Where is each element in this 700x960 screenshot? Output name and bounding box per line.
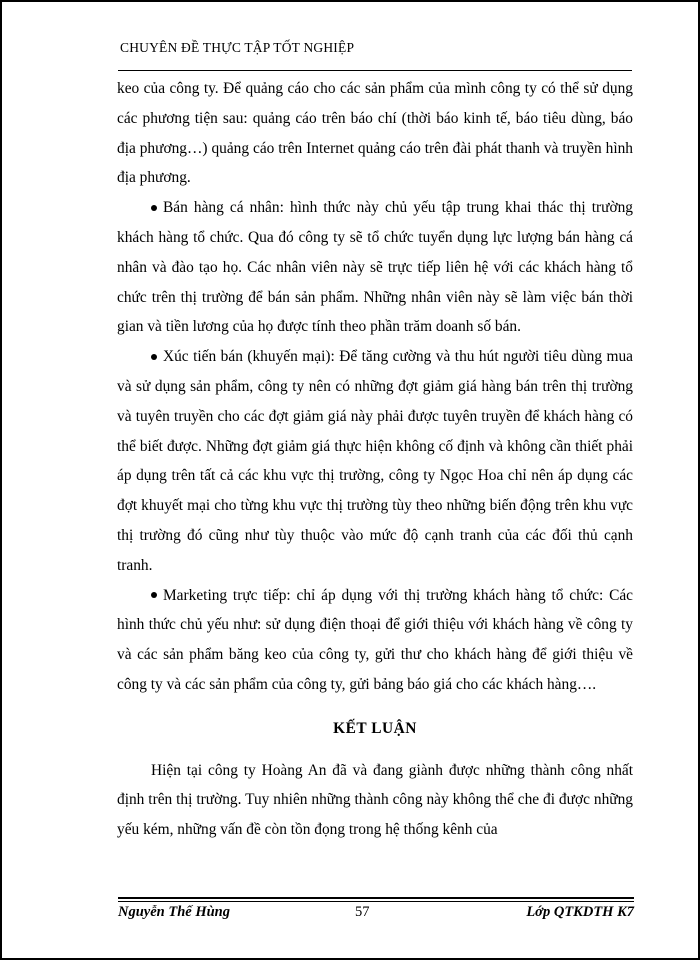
header-rule (118, 70, 632, 71)
page-number: 57 (355, 904, 370, 920)
bullet-icon (151, 205, 157, 211)
footer-rule-thin (118, 901, 634, 902)
paragraph-direct-marketing-text: Marketing trực tiếp: chỉ áp dụng với thị trường khách hàng tổ chức: Các hình thức chủ yếu như: sử dụng điện thoại để giới thiệu với khách hàng về công ty và các sản phẩm băng keo của công ty, gửi thư cho khách hàng để giới thiệu về công ty và các sản phẩm của công ty, gửi bảng báo giá cho các khách hàng…. (117, 586, 633, 693)
footer-class: Lớp QTKDTH K7 (526, 904, 634, 920)
conclusion-heading: KẾT LUẬN (333, 719, 417, 737)
header-title: CHUYÊN ĐỀ THỰC TẬP TỐT NGHIỆP (120, 40, 355, 55)
bullet-icon (151, 354, 157, 360)
document-body (117, 74, 633, 845)
paragraph-conclusion: Hiện tại công ty Hoàng An đã và đang giành được những thành công nhất định trên thị trường. Tuy nhiên những thành công này không thể che đi được những yếu kém, những vấn đề còn tồn đọng trong hệ thống kênh của (117, 761, 633, 839)
paragraph-sales-promotion (117, 342, 633, 580)
paragraph-sales-promotion-text: Xúc tiến bán (khuyến mại): Để tăng cường và thu hút người tiêu dùng mua và sử dụng sản phẩm, công ty nên có những đợt giảm giá hàng bán trên thị trường và tuyên truyền cho các đợt giảm giá này phải được tuyên truyền để khách hàng có thể biết được. Những đợt giảm giá thực hiện không cố định và không cần thiết phải áp dụng trên tất cả các khu vực thị trường, công ty Ngọc Hoa chỉ nên áp dụng các đợt khuyết mại cho từng khu vực thị trường tùy theo những biến động trên khu vực thị trường đó cũng như tùy thuộc vào mức độ cạnh tranh của các đối thủ cạnh tranh. (117, 348, 633, 574)
footer-rule-thick (118, 897, 634, 899)
paragraph-personal-selling-text: Bán hàng cá nhân: hình thức này chủ yếu tập trung khai thác thị trường khách hàng tổ chức. Qua đó công ty sẽ tổ chức tuyển dụng lực lượng bán hàng cá nhân và đào tạo họ. Các nhân viên này sẽ trực tiếp liên hệ với các khách hàng tổ chức trên thị trường để bán sản phẩm. Những nhân viên này sẽ làm việc bán thời gian và tiền lương của họ được tính theo phần trăm doanh số bán. (117, 199, 633, 336)
footer-author: Nguyễn Thế Hùng (118, 904, 230, 920)
paragraph-advertising: keo của công ty. Để quảng cáo cho các sản phẩm của mình công ty có thể sử dụng các phương tiện sau: quảng cáo trên báo chí (thời báo kinh tế, báo tiêu dùng, báo địa phương…) quảng cáo trên Internet quảng cáo trên đài phát thanh và truyền hình địa phương. (117, 80, 633, 187)
paragraph-personal-selling (117, 193, 633, 342)
paragraph-direct-marketing (117, 581, 633, 700)
bullet-icon (151, 592, 157, 598)
